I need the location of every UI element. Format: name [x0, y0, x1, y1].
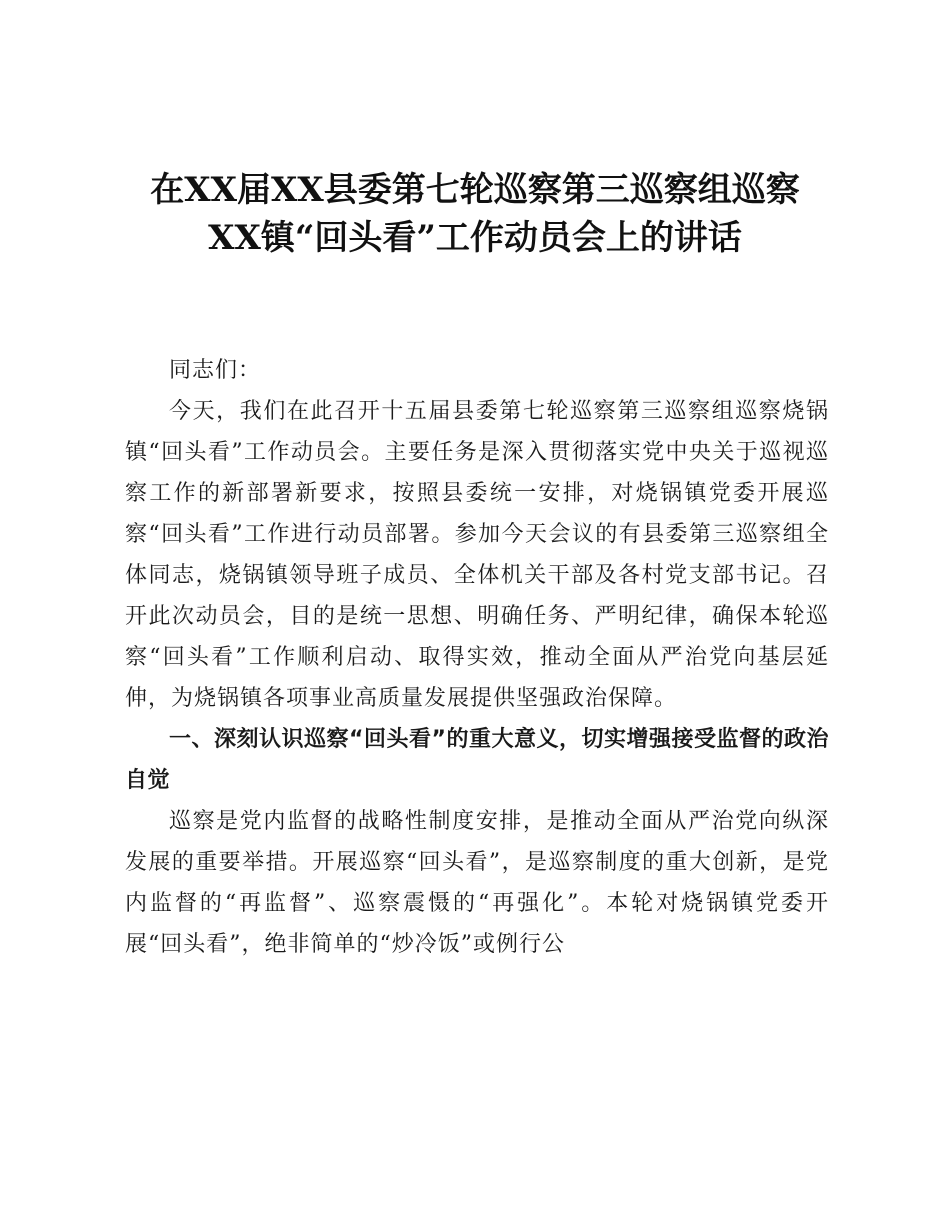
title-line-2: XX镇“回头看”工作动员会上的讲话: [208, 218, 742, 258]
document-body: [125, 350, 829, 965]
salutation: 同志们：: [169, 358, 262, 383]
document-title: [100, 166, 850, 262]
title-line-1: 在XX届XX县委第七轮巡察第三巡察组巡察: [150, 170, 800, 210]
section-heading-1: 一、深刻认识巡察“回头看”的重大意义，切实增强接受监督的政治自觉: [125, 727, 829, 793]
paragraph-introduction: 今天，我们在此召开十五届县委第七轮巡察第三巡察组巡察烧锅镇“回头看”工作动员会。主要任务是深入贯彻落实党中央关于巡视巡察工作的新部署新要求，按照县委统一安排，对烧锅镇党委开展巡察“回头看”工作进行动员部署。参加今天会议的有县委第三巡察组全体同志，烧锅镇领导班子成员、全体机关干部及各村党支部书记。召开此次动员会，目的是统一思想、明确任务、严明纪律，确保本轮巡察“回头看”工作顺利启动、取得实效，推动全面从严治党向基层延伸，为烧锅镇各项事业高质量发展提供坚强政治保障。: [125, 399, 829, 711]
paragraph-section-1: 巡察是党内监督的战略性制度安排，是推动全面从严治党向纵深发展的重要举措。开展巡察“回头看”，是巡察制度的重大创新，是党内监督的“再监督”、巡察震慑的“再强化”。本轮对烧锅镇党委开展“回头看”，绝非简单的“炒冷饭”或例行公: [125, 809, 829, 957]
